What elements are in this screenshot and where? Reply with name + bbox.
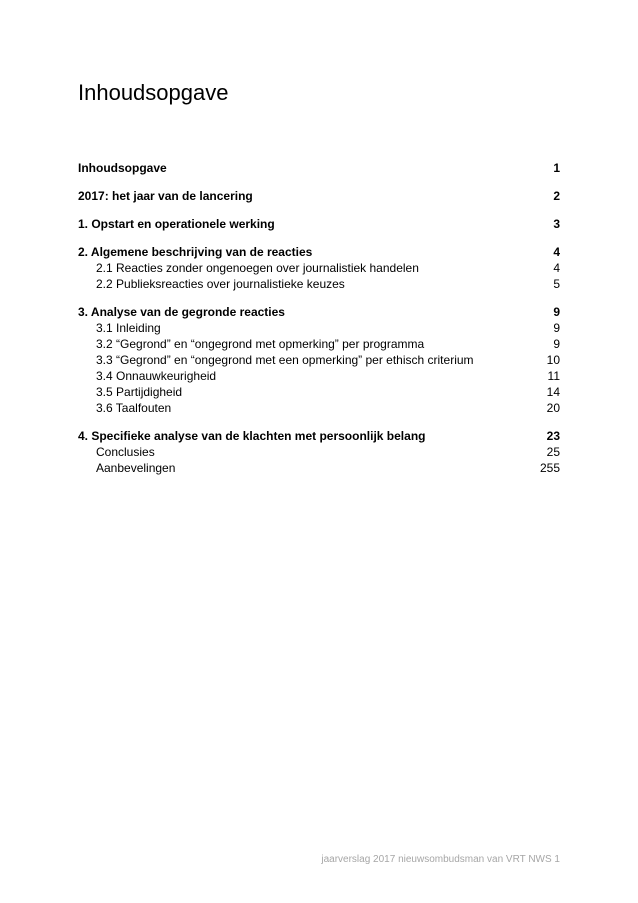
toc-entry-page: 9	[553, 337, 560, 351]
toc-entry-label: 1. Opstart en operationele werking	[78, 217, 275, 231]
page-footer: jaarverslag 2017 nieuwsombudsman van VRT NWS 1	[321, 854, 560, 865]
toc-entry-page: 23	[546, 429, 560, 443]
toc-entry-conclusies[interactable]	[78, 444, 560, 460]
toc-entry-label: 2.1 Reacties zonder ongenoegen over journalistiek handelen	[96, 261, 419, 275]
toc-entry-section-2[interactable]	[78, 244, 560, 260]
toc-entry-section-3-3[interactable]	[78, 352, 560, 368]
toc-entry-label: 2. Algemene beschrijving van de reacties	[78, 245, 313, 259]
toc-entry-label: 3.5 Partijdigheid	[96, 385, 183, 399]
toc-entry-section-2-1[interactable]	[78, 260, 560, 276]
toc-entry-section-3-4[interactable]	[78, 368, 560, 384]
toc-entry-label: 3.2 “Gegrond” en “ongegrond met opmerking” per programma	[96, 337, 425, 351]
toc-entry-label: Inhoudsopgave	[78, 161, 167, 175]
toc-entry-label: 3. Analyse van de gegronde reacties	[78, 305, 285, 319]
toc-entry-label: Aanbevelingen	[96, 461, 176, 475]
toc-entry-label: 3.3 “Gegrond” en “ongegrond met een opmerking” per ethisch criterium	[96, 353, 474, 367]
toc-entry-page: 25	[546, 445, 560, 459]
toc-entry-label: 3.4 Onnauwkeurigheid	[96, 369, 217, 383]
toc-entry-label: 3.1 Inleiding	[96, 321, 161, 335]
toc-entry-page: 4	[553, 261, 560, 275]
toc-entry-section-4[interactable]	[78, 428, 560, 444]
toc-entry-section-3-1[interactable]	[78, 320, 560, 336]
toc-entry-section-2-2[interactable]	[78, 276, 560, 292]
toc-entry-page: 9	[553, 321, 560, 335]
table-of-contents	[78, 160, 560, 476]
toc-entry-page: 11	[547, 369, 560, 383]
page-title: Inhoudsopgave	[78, 80, 229, 105]
toc-entry-page: 3	[553, 217, 560, 231]
toc-entry-label: 4. Specifieke analyse van de klachten met persoonlijk belang	[78, 429, 426, 443]
toc-entry-page: 5	[553, 277, 560, 291]
toc-entry-page: 10	[546, 353, 560, 367]
toc-entry-page: 14	[546, 385, 560, 399]
toc-entry-section-3-5[interactable]	[78, 384, 560, 400]
toc-entry-label: 2017: het jaar van de lancering	[78, 189, 253, 203]
toc-entry-lancering[interactable]	[78, 188, 560, 204]
toc-entry-page: 255	[539, 461, 560, 475]
toc-entry-section-3-6[interactable]	[78, 400, 560, 416]
toc-entry-label: 3.6 Taalfouten	[96, 401, 172, 415]
toc-entry-page: 20	[546, 401, 560, 415]
toc-entry-page: 1	[553, 161, 560, 175]
toc-entry-label: 2.2 Publieksreacties over journalistieke keuzes	[96, 277, 345, 291]
toc-entry-section-3[interactable]	[78, 304, 560, 320]
toc-entry-page: 2	[553, 189, 560, 203]
toc-entry-page: 9	[553, 305, 560, 319]
toc-entry-aanbevelingen[interactable]	[78, 460, 560, 476]
toc-entry-label: Conclusies	[96, 445, 155, 459]
toc-entry-page: 4	[553, 245, 560, 259]
toc-entry-section-1[interactable]	[78, 216, 560, 232]
toc-entry-inhoudsopgave[interactable]	[78, 160, 560, 176]
toc-entry-section-3-2[interactable]	[78, 336, 560, 352]
